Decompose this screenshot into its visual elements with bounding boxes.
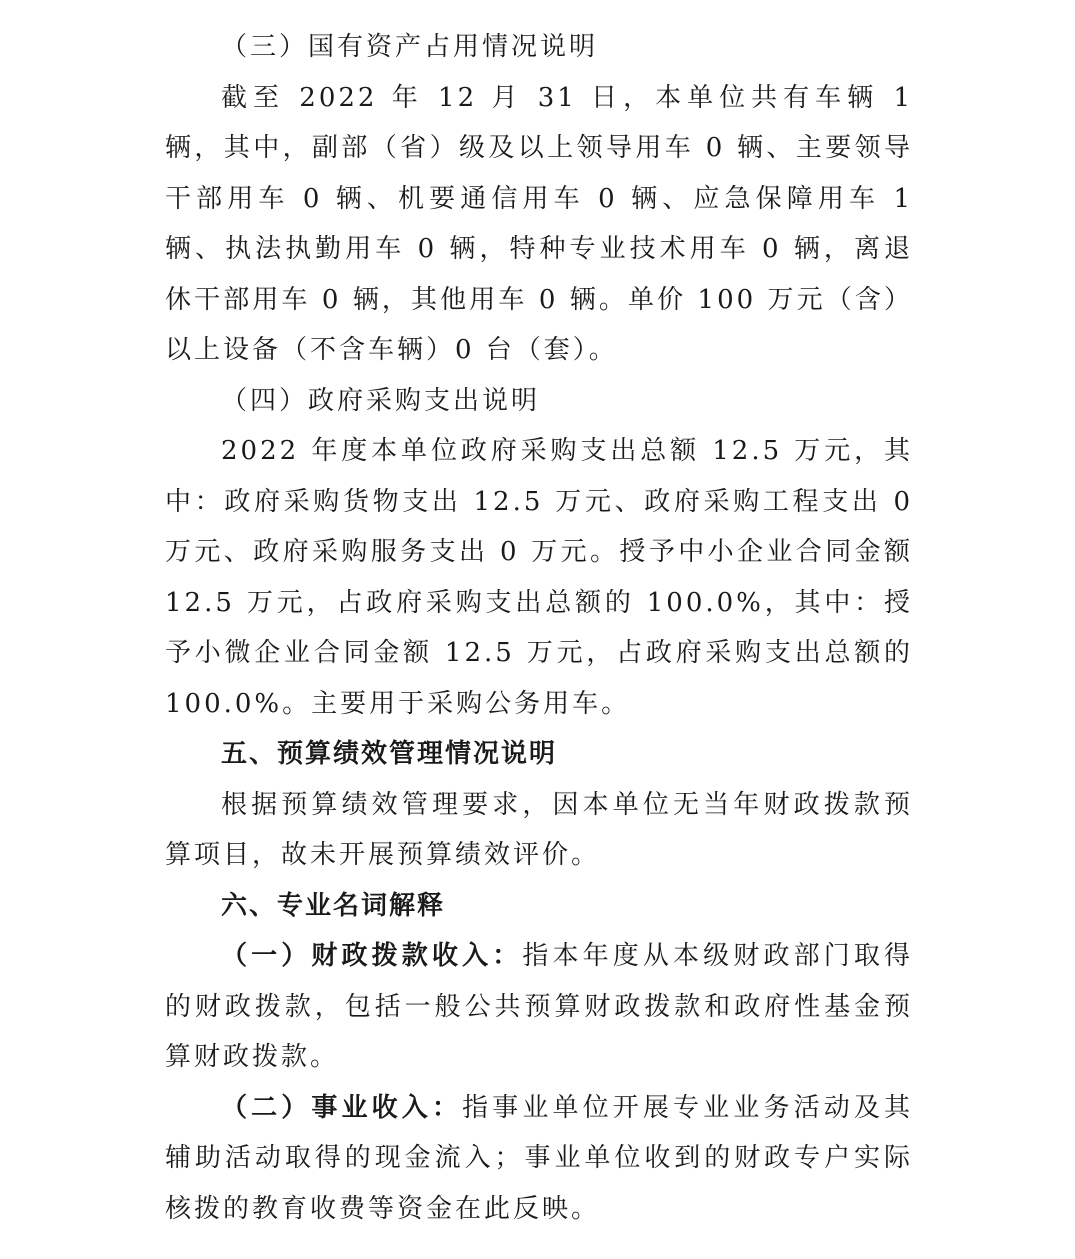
section-heading-terms: 六、专业名词解释	[221, 890, 446, 921]
paragraph-term-fiscal-appropriation	[165, 931, 913, 1083]
section-heading-performance: 五、预算绩效管理情况说明	[221, 739, 558, 769]
term-label-fiscal-appropriation: （一）财政拨款收入：	[221, 941, 523, 971]
section-heading-state-assets: （三）国有资产占用情况说明	[221, 32, 599, 62]
section-heading-procurement: （四）政府采购支出说明	[221, 385, 541, 416]
paragraph-performance: 根据预算绩效管理要求，因本单位无当年财政拨款预算项目，故未开展预算绩效评价。	[165, 789, 913, 870]
paragraph-state-assets: 截至 2022 年 12 月 31 日，本单位共有车辆 1 辆，其中，副部（省）级及以上领导用车 0 辆、主要领导干部用车 0 辆、机要通信用车 0 辆、应急保障用车 1 辆、执法执勤用车 0 辆，特种专业技术用车 0 辆，离退休干部用车 0 辆，其他用车 0 辆。单价 100 万元（含）以上设备（不含车辆）0 台（套）。	[165, 82, 913, 365]
term-body-business-income: 指事业单位开展专业业务活动及其辅助活动取得的现金流入；事业单位收到的财政专户实际核拨的教育收费等资金在此反映。	[165, 1092, 913, 1224]
term-body-fiscal-appropriation: 指本年度从本级财政部门取得的财政拨款，包括一般公共预算财政拨款和政府性基金预算财政拨款。	[165, 941, 913, 1072]
paragraph-procurement: 2022 年度本单位政府采购支出总额 12.5 万元，其中：政府采购货物支出 12.5 万元、政府采购工程支出 0 万元、政府采购服务支出 0 万元。授予中小企业合同金额 12.5 万元，占政府采购支出总额的 100.0%，其中：授予小微企业合同金额 12.5 万元，占政府采购支出总额的 100.0%。主要用于采购公务用车。	[165, 436, 913, 719]
term-label-business-income: （二）事业收入：	[221, 1092, 463, 1123]
paragraph-term-business-income	[165, 1083, 913, 1235]
document-body	[165, 22, 913, 1234]
